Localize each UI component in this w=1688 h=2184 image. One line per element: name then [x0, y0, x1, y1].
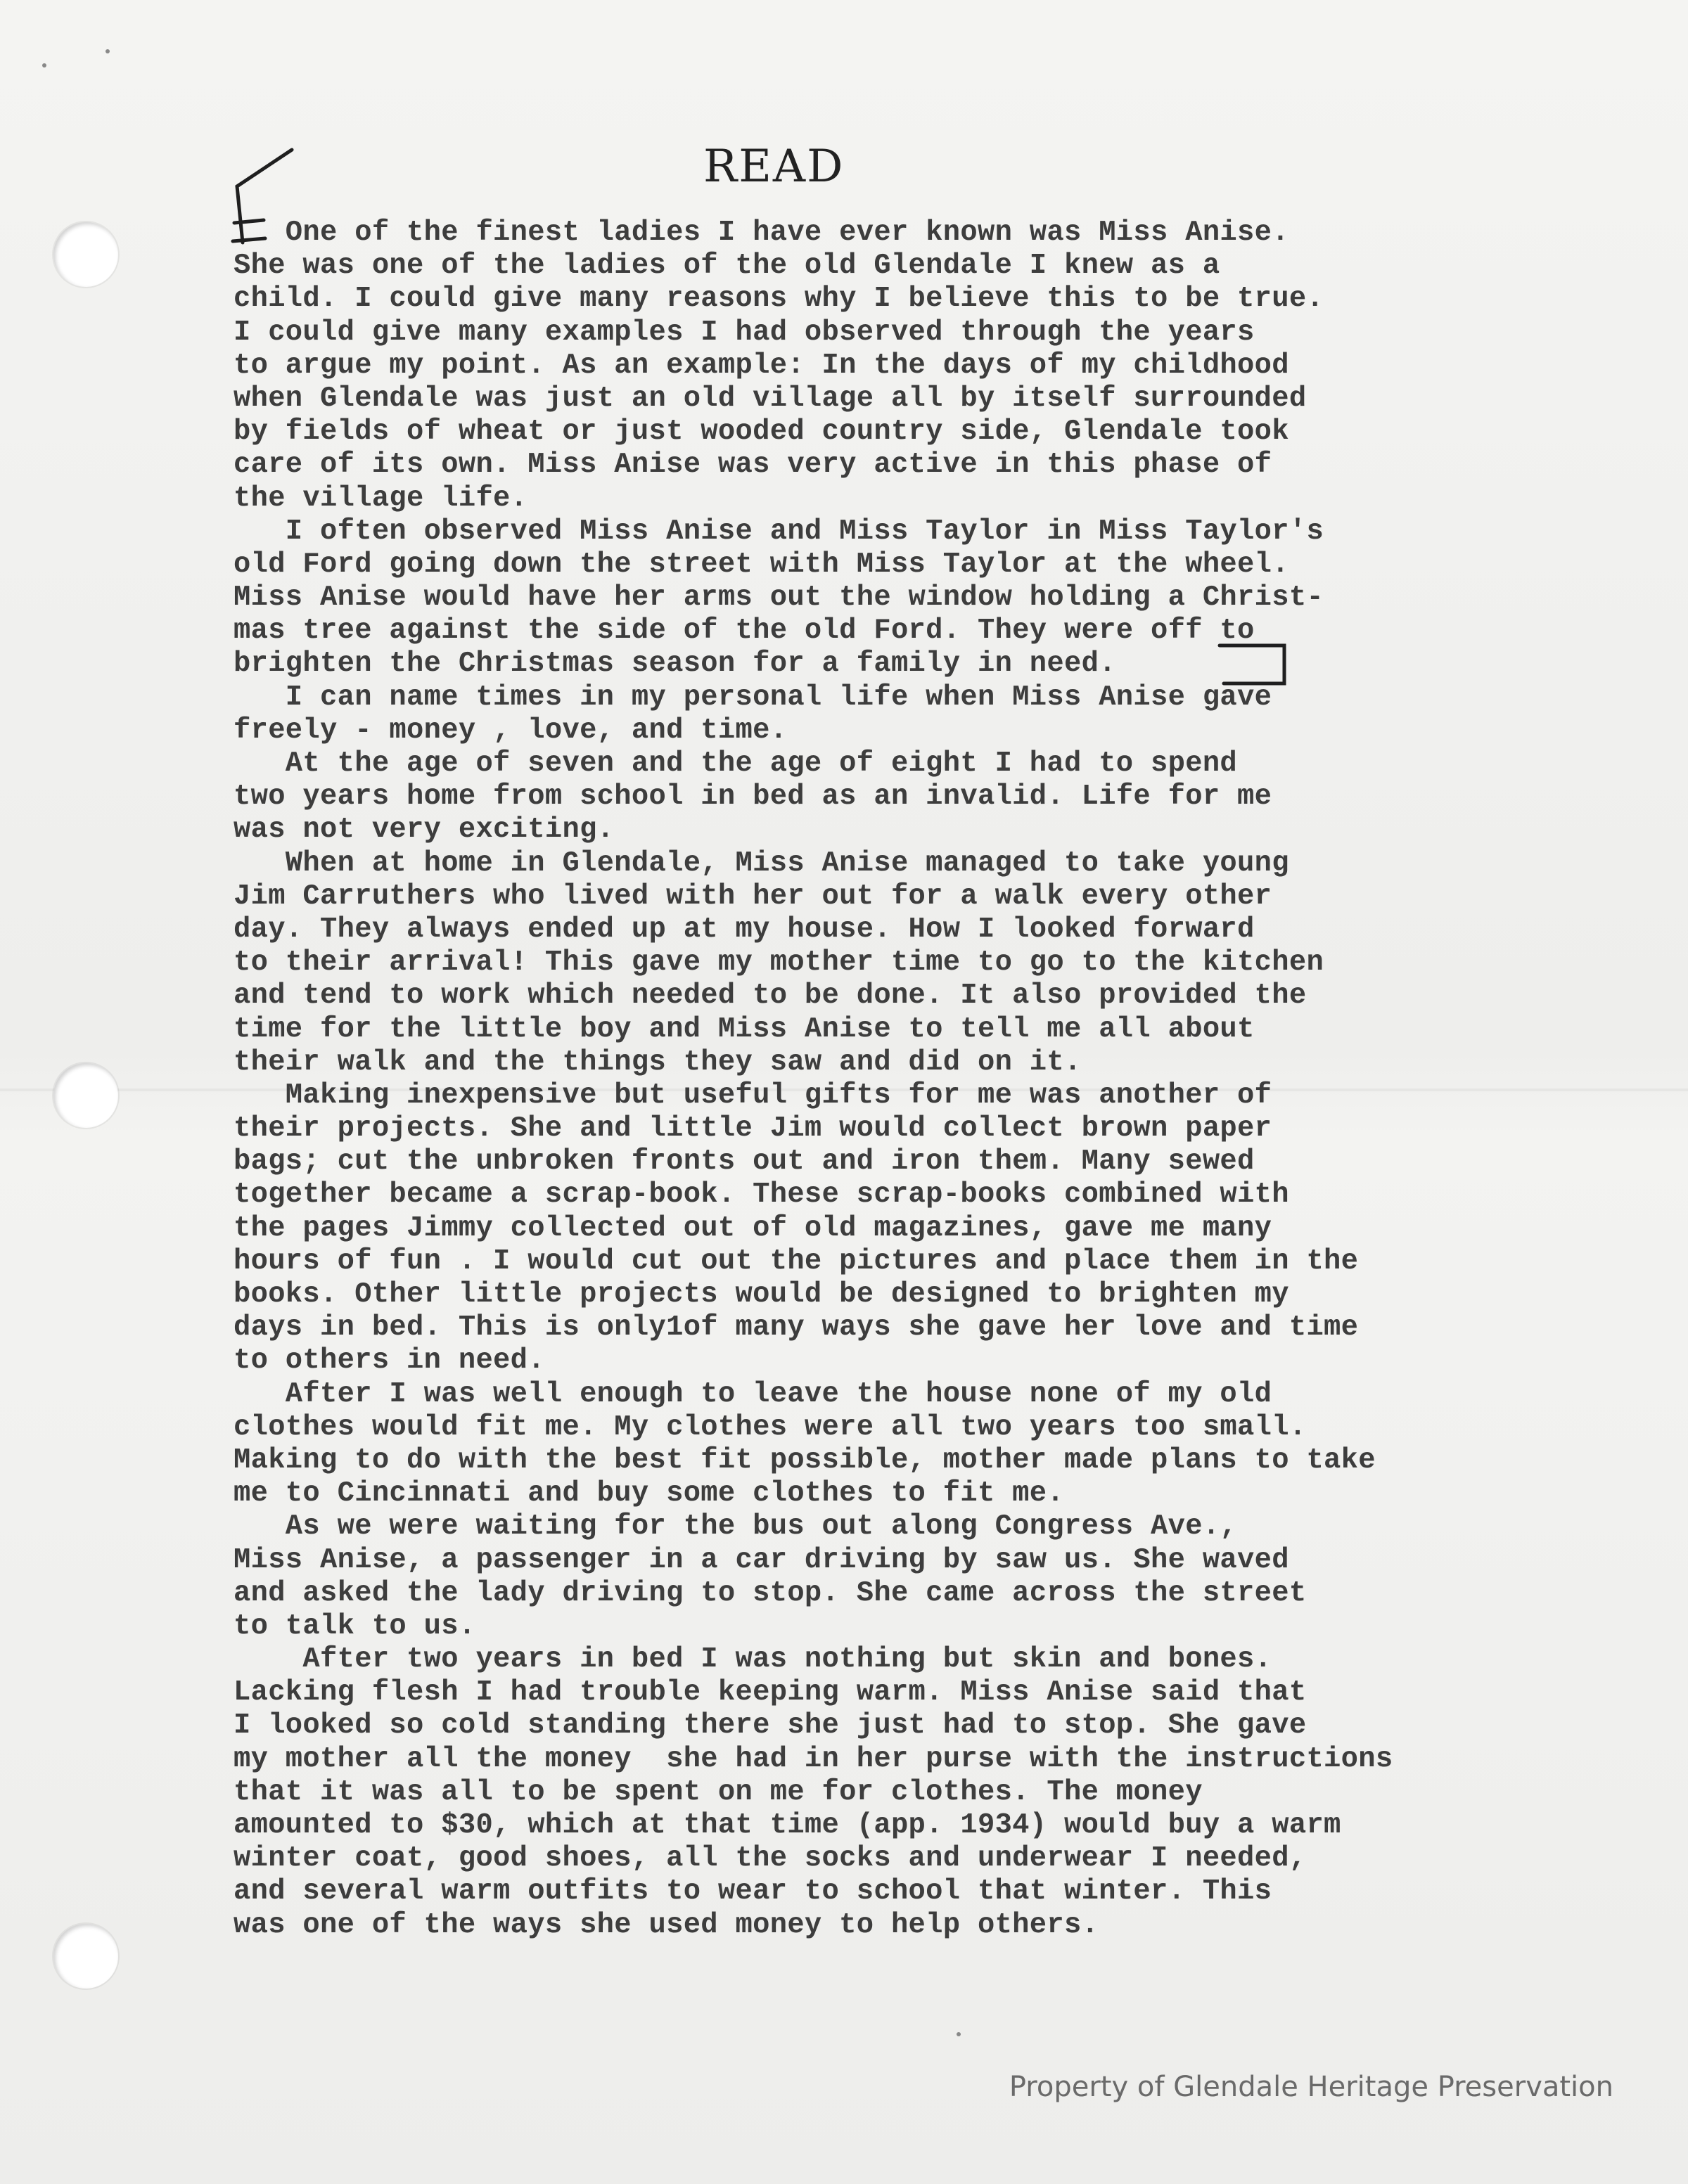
- text-line: to argue my point. As an example: In the days of my childhood: [234, 349, 1289, 382]
- punch-hole-top: [53, 222, 118, 287]
- text-line: the village life.: [234, 482, 528, 515]
- text-line: She was one of the ladies of the old Glendale I knew as a: [234, 250, 1220, 283]
- paper-speck: [42, 63, 46, 68]
- paper-speck: [957, 2032, 961, 2036]
- text-line: Making to do with the best fit possible, mother made plans to take: [234, 1444, 1376, 1477]
- text-line: When at home in Glendale, Miss Anise managed to take young: [234, 847, 1289, 880]
- ownership-watermark: Property of Glendale Heritage Preservation: [1009, 2071, 1613, 2103]
- text-line: As we were waiting for the bus out along Congress Ave.,: [234, 1510, 1238, 1543]
- text-line: Making inexpensive but useful gifts for me was another of: [234, 1079, 1272, 1112]
- text-line: child. I could give many reasons why I believe this to be true.: [234, 283, 1324, 316]
- paper-speck: [106, 49, 110, 53]
- text-line: Miss Anise would have her arms out the window holding a Christ-: [234, 582, 1324, 615]
- text-line: hours of fun . I would cut out the pictures and place them in the: [234, 1245, 1359, 1278]
- text-line: freely - money , love, and time.: [234, 714, 788, 747]
- text-line: was one of the ways she used money to help others.: [234, 1908, 1099, 1941]
- text-line: day. They always ended up at my house. How I looked forward: [234, 913, 1255, 946]
- text-line: care of its own. Miss Anise was very active in this phase of: [234, 449, 1272, 482]
- text-line: and several warm outfits to wear to school that winter. This: [234, 1875, 1272, 1908]
- text-line: days in bed. This is only1of many ways she gave her love and time: [234, 1311, 1359, 1344]
- text-line: winter coat, good shoes, all the socks and underwear I needed,: [234, 1842, 1307, 1875]
- text-line: that it was all to be spent on me for clothes. The money: [234, 1775, 1203, 1809]
- text-line: my mother all the money she had in her purse with the instructions: [234, 1742, 1393, 1775]
- text-line: clothes would fit me. My clothes were all two years too small.: [234, 1411, 1307, 1444]
- text-line: bags; cut the unbroken fronts out and iron them. Many sewed: [234, 1145, 1255, 1178]
- text-line: I can name times in my personal life when Miss Anise gave: [234, 681, 1272, 714]
- text-line: when Glendale was just an old village all by itself surrounded: [234, 382, 1307, 415]
- text-line: their walk and the things they saw and did on it.: [234, 1046, 1082, 1079]
- text-line: to their arrival! This gave my mother time to go to the kitchen: [234, 946, 1324, 979]
- text-line: their projects. She and little Jim would collect brown paper: [234, 1112, 1272, 1145]
- text-line: amounted to $30, which at that time (app. 1934) would buy a warm: [234, 1809, 1341, 1842]
- text-line: to others in need.: [234, 1344, 545, 1377]
- text-line: by fields of wheat or just wooded country side, Glendale took: [234, 416, 1289, 449]
- text-line: and asked the lady driving to stop. She came across the street: [234, 1576, 1307, 1610]
- text-line: I looked so cold standing there she just had to stop. She gave: [234, 1709, 1307, 1742]
- typed-letter-body: [234, 217, 1584, 1942]
- text-line: two years home from school in bed as an invalid. Life for me: [234, 781, 1272, 814]
- text-line: time for the little boy and Miss Anise to tell me all about: [234, 1013, 1255, 1046]
- text-line: together became a scrap-book. These scrap-books combined with: [234, 1178, 1289, 1212]
- text-line: to talk to us.: [234, 1610, 476, 1643]
- text-line: One of the finest ladies I have ever known was Miss Anise.: [234, 217, 1289, 249]
- text-line: books. Other little projects would be designed to brighten my: [234, 1278, 1289, 1311]
- text-line: After I was well enough to leave the house none of my old: [234, 1377, 1272, 1411]
- text-line: Jim Carruthers who lived with her out for a walk every other: [234, 880, 1272, 913]
- text-line: brighten the Christmas season for a family in need.: [234, 648, 1116, 681]
- text-line: was not very exciting.: [234, 814, 615, 847]
- text-line: Lacking flesh I had trouble keeping warm. Miss Anise said that: [234, 1676, 1307, 1709]
- text-line: I could give many examples I had observed through the years: [234, 316, 1255, 349]
- text-line: old Ford going down the street with Miss Taylor at the wheel.: [234, 548, 1289, 581]
- text-line: and tend to work which needed to be done. It also provided the: [234, 979, 1307, 1013]
- text-line: At the age of seven and the age of eight I had to spend: [234, 747, 1238, 780]
- handwritten-heading: READ: [703, 141, 845, 193]
- punch-hole-middle: [53, 1063, 118, 1128]
- text-line: mas tree against the side of the old Ford. They were off to: [234, 615, 1255, 648]
- punch-hole-bottom: [53, 1924, 118, 1989]
- text-line: Miss Anise, a passenger in a car driving by saw us. She waved: [234, 1543, 1289, 1576]
- text-line: the pages Jimmy collected out of old magazines, gave me many: [234, 1212, 1272, 1245]
- text-line: me to Cincinnati and buy some clothes to fit me.: [234, 1477, 1064, 1510]
- text-line: After two years in bed I was nothing but skin and bones.: [234, 1643, 1272, 1676]
- text-line: I often observed Miss Anise and Miss Taylor in Miss Taylor's: [234, 515, 1324, 548]
